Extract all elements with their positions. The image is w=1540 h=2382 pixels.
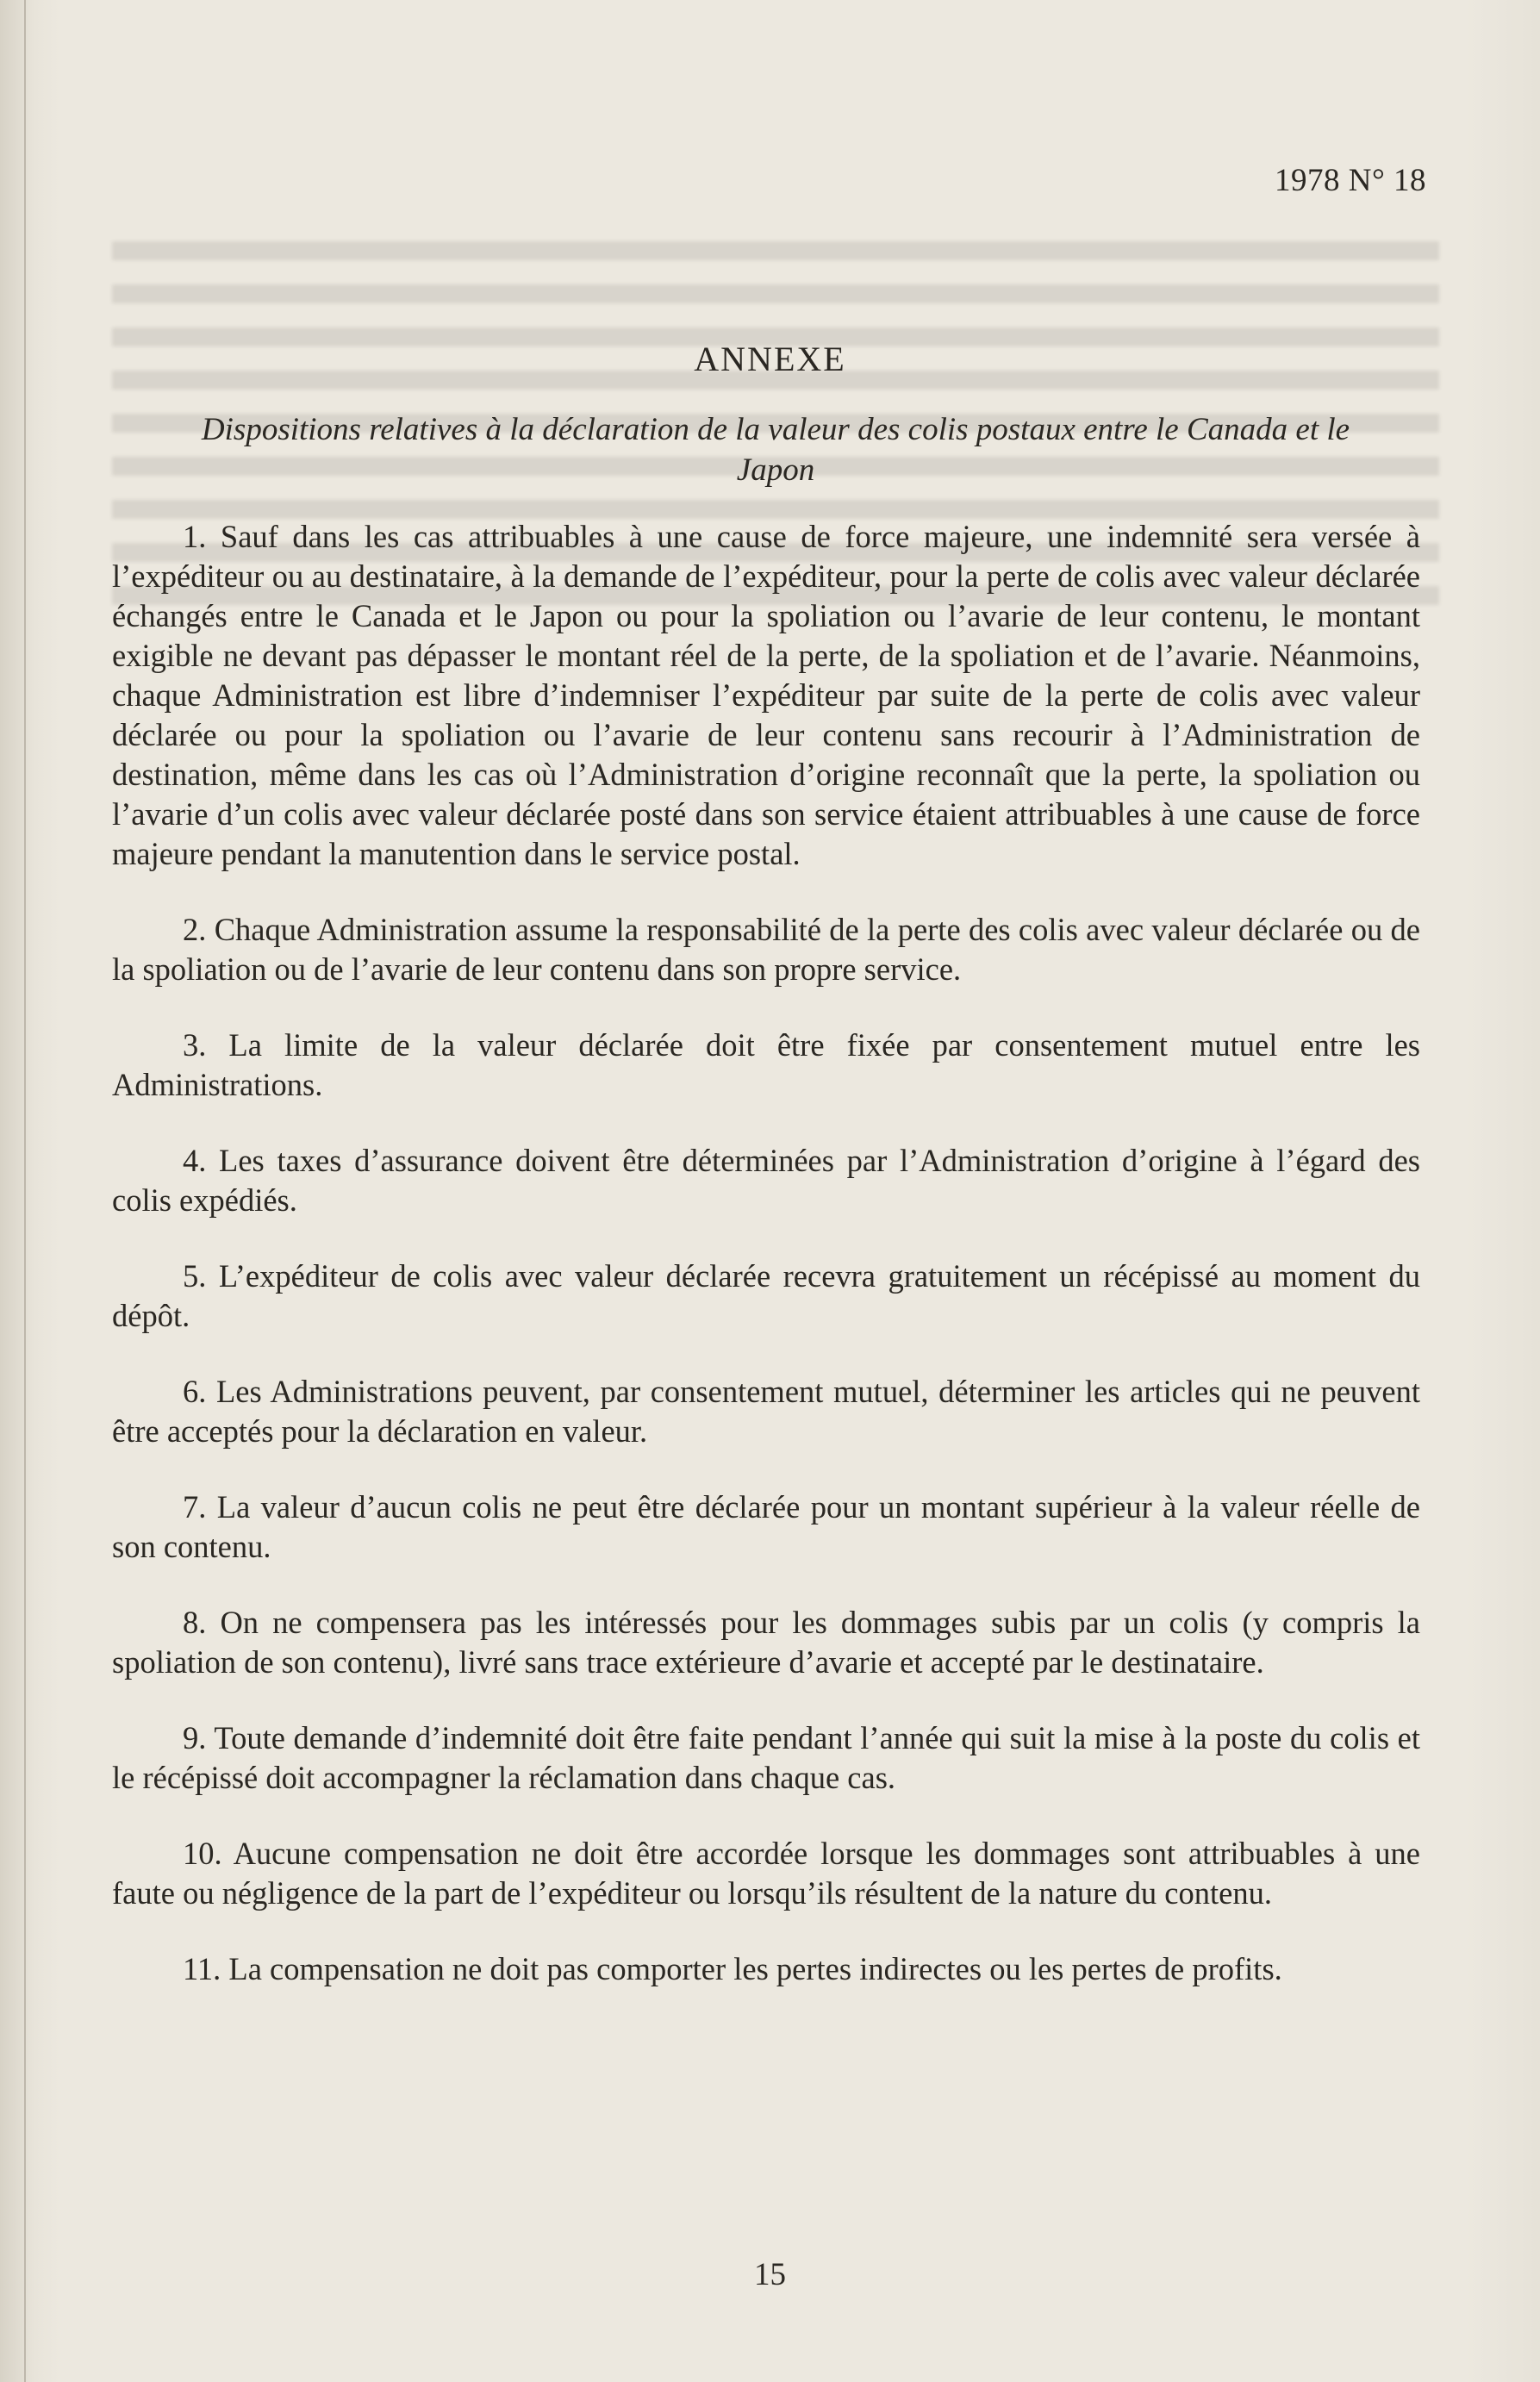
paragraph-3: 3. La limite de la valeur déclarée doit être fixée par consentement mutuel entre les Administrations.: [112, 1027, 1420, 1102]
paragraph-1: 1. Sauf dans les cas attribuables à une cause de force majeure, une indemnité sera versée à l’expéditeur ou au destinataire, à la demande de l’expéditeur, pour la perte de colis avec valeur déclarée échangés entre le Canada et le Japon ou pour la spoliation ou l’avarie de leur contenu, le montant exigible ne devant pas dépasser le montant réel de la perte, de la spoliation et de l’avarie. Néanmoins, chaque Administration est libre d’indemniser l’expéditeur par suite de la perte de colis avec valeur déclarée ou pour la spoliation ou l’avarie de leur contenu sans recourir à l’Administration de destination, même dans les cas où l’Administration d’origine reconnaît que la perte, la spoliation ou l’avarie d’un colis avec valeur déclarée posté dans son service étaient attribuables à une cause de force majeure pendant la manutention dans le service postal.: [112, 519, 1420, 871]
annex-body: [112, 517, 1420, 2025]
paragraph-8: 8. On ne compensera pas les intéressés pour les dommages subis par un colis (y compris la spoliation de son contenu), livré sans trace extérieure d’avarie et accepté par le destinataire.: [112, 1605, 1420, 1680]
paragraph-11: 11. La compensation ne doit pas comporter les pertes indirectes ou les pertes de profits.: [183, 1951, 1282, 1986]
paragraph-9: 9. Toute demande d’indemnité doit être faite pendant l’année qui suit la mise à la poste du colis et le récépissé doit accompagner la réclamation dans chaque cas.: [112, 1720, 1420, 1795]
paragraph-4: 4. Les taxes d’assurance doivent être déterminées par l’Administration d’origine à l’égard des colis expédiés.: [112, 1143, 1420, 1218]
page-subtitle: Dispositions relatives à la déclaration de la valeur des colis postaux entre le Canada et le Japon: [201, 412, 1350, 488]
paragraph-6: 6. Les Administrations peuvent, par consentement mutuel, déterminer les articles qui ne peuvent être acceptés pour la déclaration en valeur.: [112, 1374, 1420, 1449]
document-number: 1978 N° 18: [1274, 163, 1426, 198]
paragraph-10: 10. Aucune compensation ne doit être accordée lorsque les dommages sont attribuables à une faute ou négligence de la part de l’expéditeur ou lorsqu’ils résultent de la nature du contenu.: [112, 1836, 1420, 1911]
paragraph-2: 2. Chaque Administration assume la responsabilité de la perte des colis avec valeur déclarée ou de la spoliation ou de l’avarie de leur contenu dans son propre service.: [112, 912, 1420, 987]
page-number: 15: [754, 2257, 786, 2292]
paragraph-7: 7. La valeur d’aucun colis ne peut être déclarée pour un montant supérieur à la valeur réelle de son contenu.: [112, 1489, 1420, 1564]
paragraph-5: 5. L’expéditeur de colis avec valeur déclarée recevra gratuitement un récépissé au moment du dépôt.: [112, 1258, 1420, 1333]
page-title: ANNEXE: [694, 340, 846, 378]
